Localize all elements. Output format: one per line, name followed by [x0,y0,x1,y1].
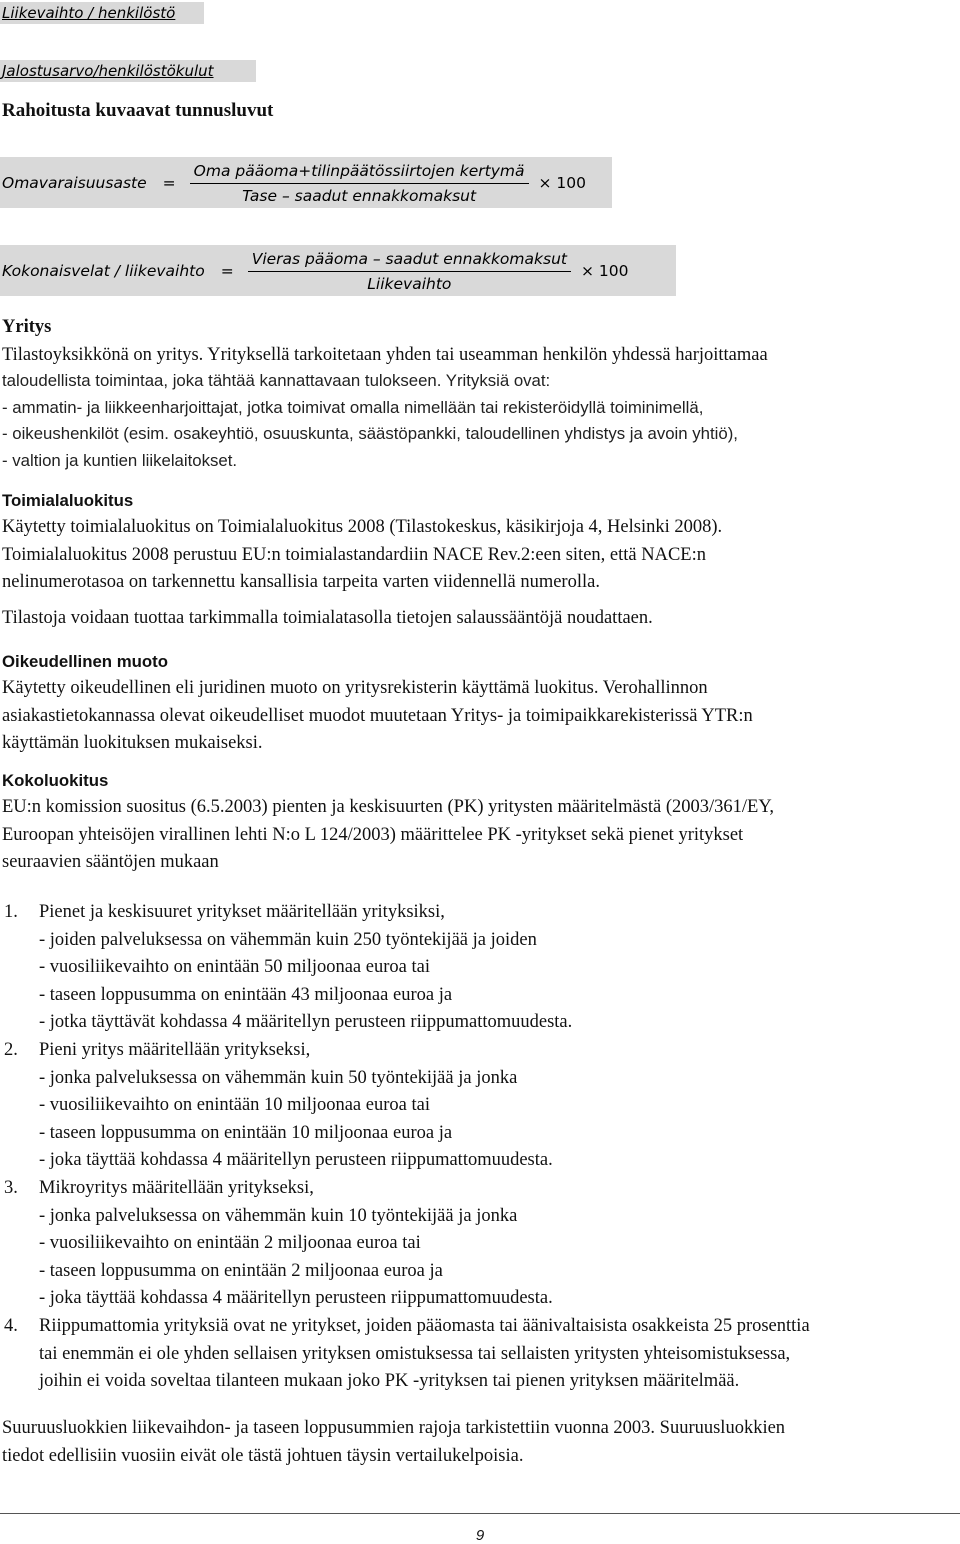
text-line: - joka täyttää kohdassa 4 määritellyn perusteen riippumattomuudesta. [39,1150,553,1170]
heading-toimialaluokitus: Toimialaluokitus [2,491,134,510]
formula-fraction [248,250,571,293]
section-oikeudellinen-muoto [2,649,958,758]
text-line: Käytetty toimialaluokitus on Toimialaluokitus 2008 (Tilastokeskus, käsikirjoja 4, Helsinki 2008). [2,517,723,537]
text-line: Toimialaluokitus 2008 perustuu EU:n toimialastandardiin NACE Rev.2:een siten, että NACE:n [2,544,706,565]
text-line: Suuruusluokkien liikevaihdon- ja taseen loppusummien rajoja tarkistettiin vuonna 2003. Suuruusluokkien [2,1418,786,1438]
text-line: - oikeushenkilöt (esim. osakeyhtiö, osuuskunta, säästöpankki, taloudellinen yhdistys ja avoin yhtiö), [2,424,738,443]
text-line: - valtion ja kuntien liikelaitokset. [2,450,238,470]
text-line: tai enemmän ei ole yhden sellaisen yrityksen omistuksessa tai sellaisten yritysten yhteisomistuksessa, [39,1343,791,1364]
text-line: Tilastoyksikkönä on yritys. Yrityksellä tarkoitetaan yhden tai useamman henkilön yhdessä harjoittamaa [2,344,768,365]
section-kokoluokitus [2,768,958,877]
text-line: - joiden palveluksessa on vähemmän kuin 250 työntekijää ja joiden [39,929,537,950]
text-line: nelinumerotasoa on tarkennettu kansallisia tarpeita varten viidennellä numerolla. [2,572,600,592]
text-line: - vuosiliikevaihto on enintään 2 miljoonaa euroa tai [39,1233,421,1253]
text-line: - vuosiliikevaihto on enintään 50 miljoonaa euroa tai [39,957,430,977]
text-line: Riippumattomia yrityksiä ovat ne yritykset, joiden pääomasta tai äänivaltaisista osakkeista 25 prosenttia [39,1316,810,1336]
text-line: seuraavien sääntöjen mukaan [2,852,219,872]
link-liikevaihto-henkilosto[interactable] [0,2,204,24]
text-line: - vuosiliikevaihto on enintään 10 miljoonaa euroa tai [39,1095,430,1115]
link-jalostusarvo-henkilostokulut[interactable] [0,60,256,82]
list-body [39,899,572,1037]
text-line: Käytetty oikeudellinen eli juridinen muoto on yritysrekisterin käyttämä luokitus. Verohallinnon [2,678,708,698]
heading-oikeudellinen-muoto: Oikeudellinen muoto [2,652,168,671]
list-body [39,1175,553,1313]
formula-kokonaisvelat [0,245,676,296]
text-line: - jotka täyttävät kohdassa 4 määritellyn perusteen riippumattomuudesta. [39,1012,573,1032]
list-number: 2. [4,1040,18,1060]
text-line: Pienet ja keskisuuret yritykset määritellään yrityksiksi, [39,902,445,922]
text-line: asiakastietokannassa olevat oikeudelliset muodot muutetaan Yritys- ja toimipaikkarekisterissä YTR:n [2,705,753,726]
heading-kokoluokitus: Kokoluokitus [2,771,109,790]
heading-yritys: Yritys [2,317,52,337]
text-line: Mikroyritys määritellään yritykseksi, [39,1178,314,1198]
formula-omavaraisuusaste [0,157,612,208]
formula-multiplier: × 100 [580,262,629,280]
text-line: taloudellista toimintaa, joka tähtää kannattavaan tulokseen. Yrityksiä ovat: [2,371,551,390]
section-toimialaluokitus [2,488,958,632]
list-number: 3. [4,1178,18,1198]
text-line: - jonka palveluksessa on vähemmän kuin 10 työntekijää ja jonka [39,1205,518,1226]
formula-lhs: Omavaraisuusaste [2,174,147,192]
formula-equals: = [220,262,234,280]
formula-lhs: Kokonaisvelat / liikevaihto [2,262,205,280]
closing-paragraph [2,1415,958,1470]
text-line: - taseen loppusumma on enintään 10 miljoonaa euroa ja [39,1122,453,1143]
list-number: 4. [4,1316,18,1336]
list-body [39,1313,810,1396]
text-line: EU:n komission suositus (6.5.2003) pienten ja keskisuurten (PK) yritysten määritelmästä (2003/361/EY, [2,797,774,817]
formula-fraction [190,162,529,205]
text-line: tiedot edellisiin vuosiin eivät ole tästä johtuen täysin vertailukelpoisia. [2,1445,524,1466]
formula-denominator: Tase – saadut ennakkomaksut [242,186,477,205]
formula-multiplier: × 100 [538,174,587,192]
text-line: - joka täyttää kohdassa 4 määritellyn perusteen riippumattomuudesta. [39,1288,553,1308]
text-line: Pieni yritys määritellään yritykseksi, [39,1040,311,1060]
formula-numerator: Vieras pääoma – saadut ennakkomaksut [248,250,571,272]
text-line: Tilastoja voidaan tuottaa tarkimmalla toimialatasolla tietojen salaussääntöjä noudattaen. [2,607,653,628]
text-line: käyttämän luokituksen mukaiseksi. [2,733,263,753]
page-number: 9 [475,1527,485,1544]
formula-denominator: Liikevaihto [367,274,452,293]
section-title: Rahoitusta kuvaavat tunnusluvut [2,100,274,121]
formula-numerator: Oma pääoma+tilinpäätössiirtojen kertymä [190,162,529,184]
text-line: - taseen loppusumma on enintään 2 miljoonaa euroa ja [39,1260,443,1281]
text-line: Euroopan yhteisöjen virallinen lehti N:o L 124/2003) määrittelee PK -yritykset sekä pienet yritykset [2,824,744,845]
link-label: Liikevaihto / henkilöstö [2,4,176,22]
text-line: - jonka palveluksessa on vähemmän kuin 50 työntekijää ja jonka [39,1067,518,1088]
section-yritys [2,314,958,474]
footer-divider [0,1513,960,1514]
link-label: Jalostusarvo/henkilöstökulut [2,62,214,80]
text-line: - ammatin- ja liikkeenharjoittajat, jotka toimivat omalla nimellään tai rekisteröidyllä toiminimellä, [2,397,704,417]
text-line: joihin ei voida soveltaa tilanteen mukaan joko PK -yrityksen tai pienen yrityksen määritelmää. [39,1371,740,1391]
text-line: - taseen loppusumma on enintään 43 miljoonaa euroa ja [39,984,453,1005]
formula-equals: = [162,174,176,192]
list-body [39,1037,553,1175]
list-number: 1. [4,902,18,922]
